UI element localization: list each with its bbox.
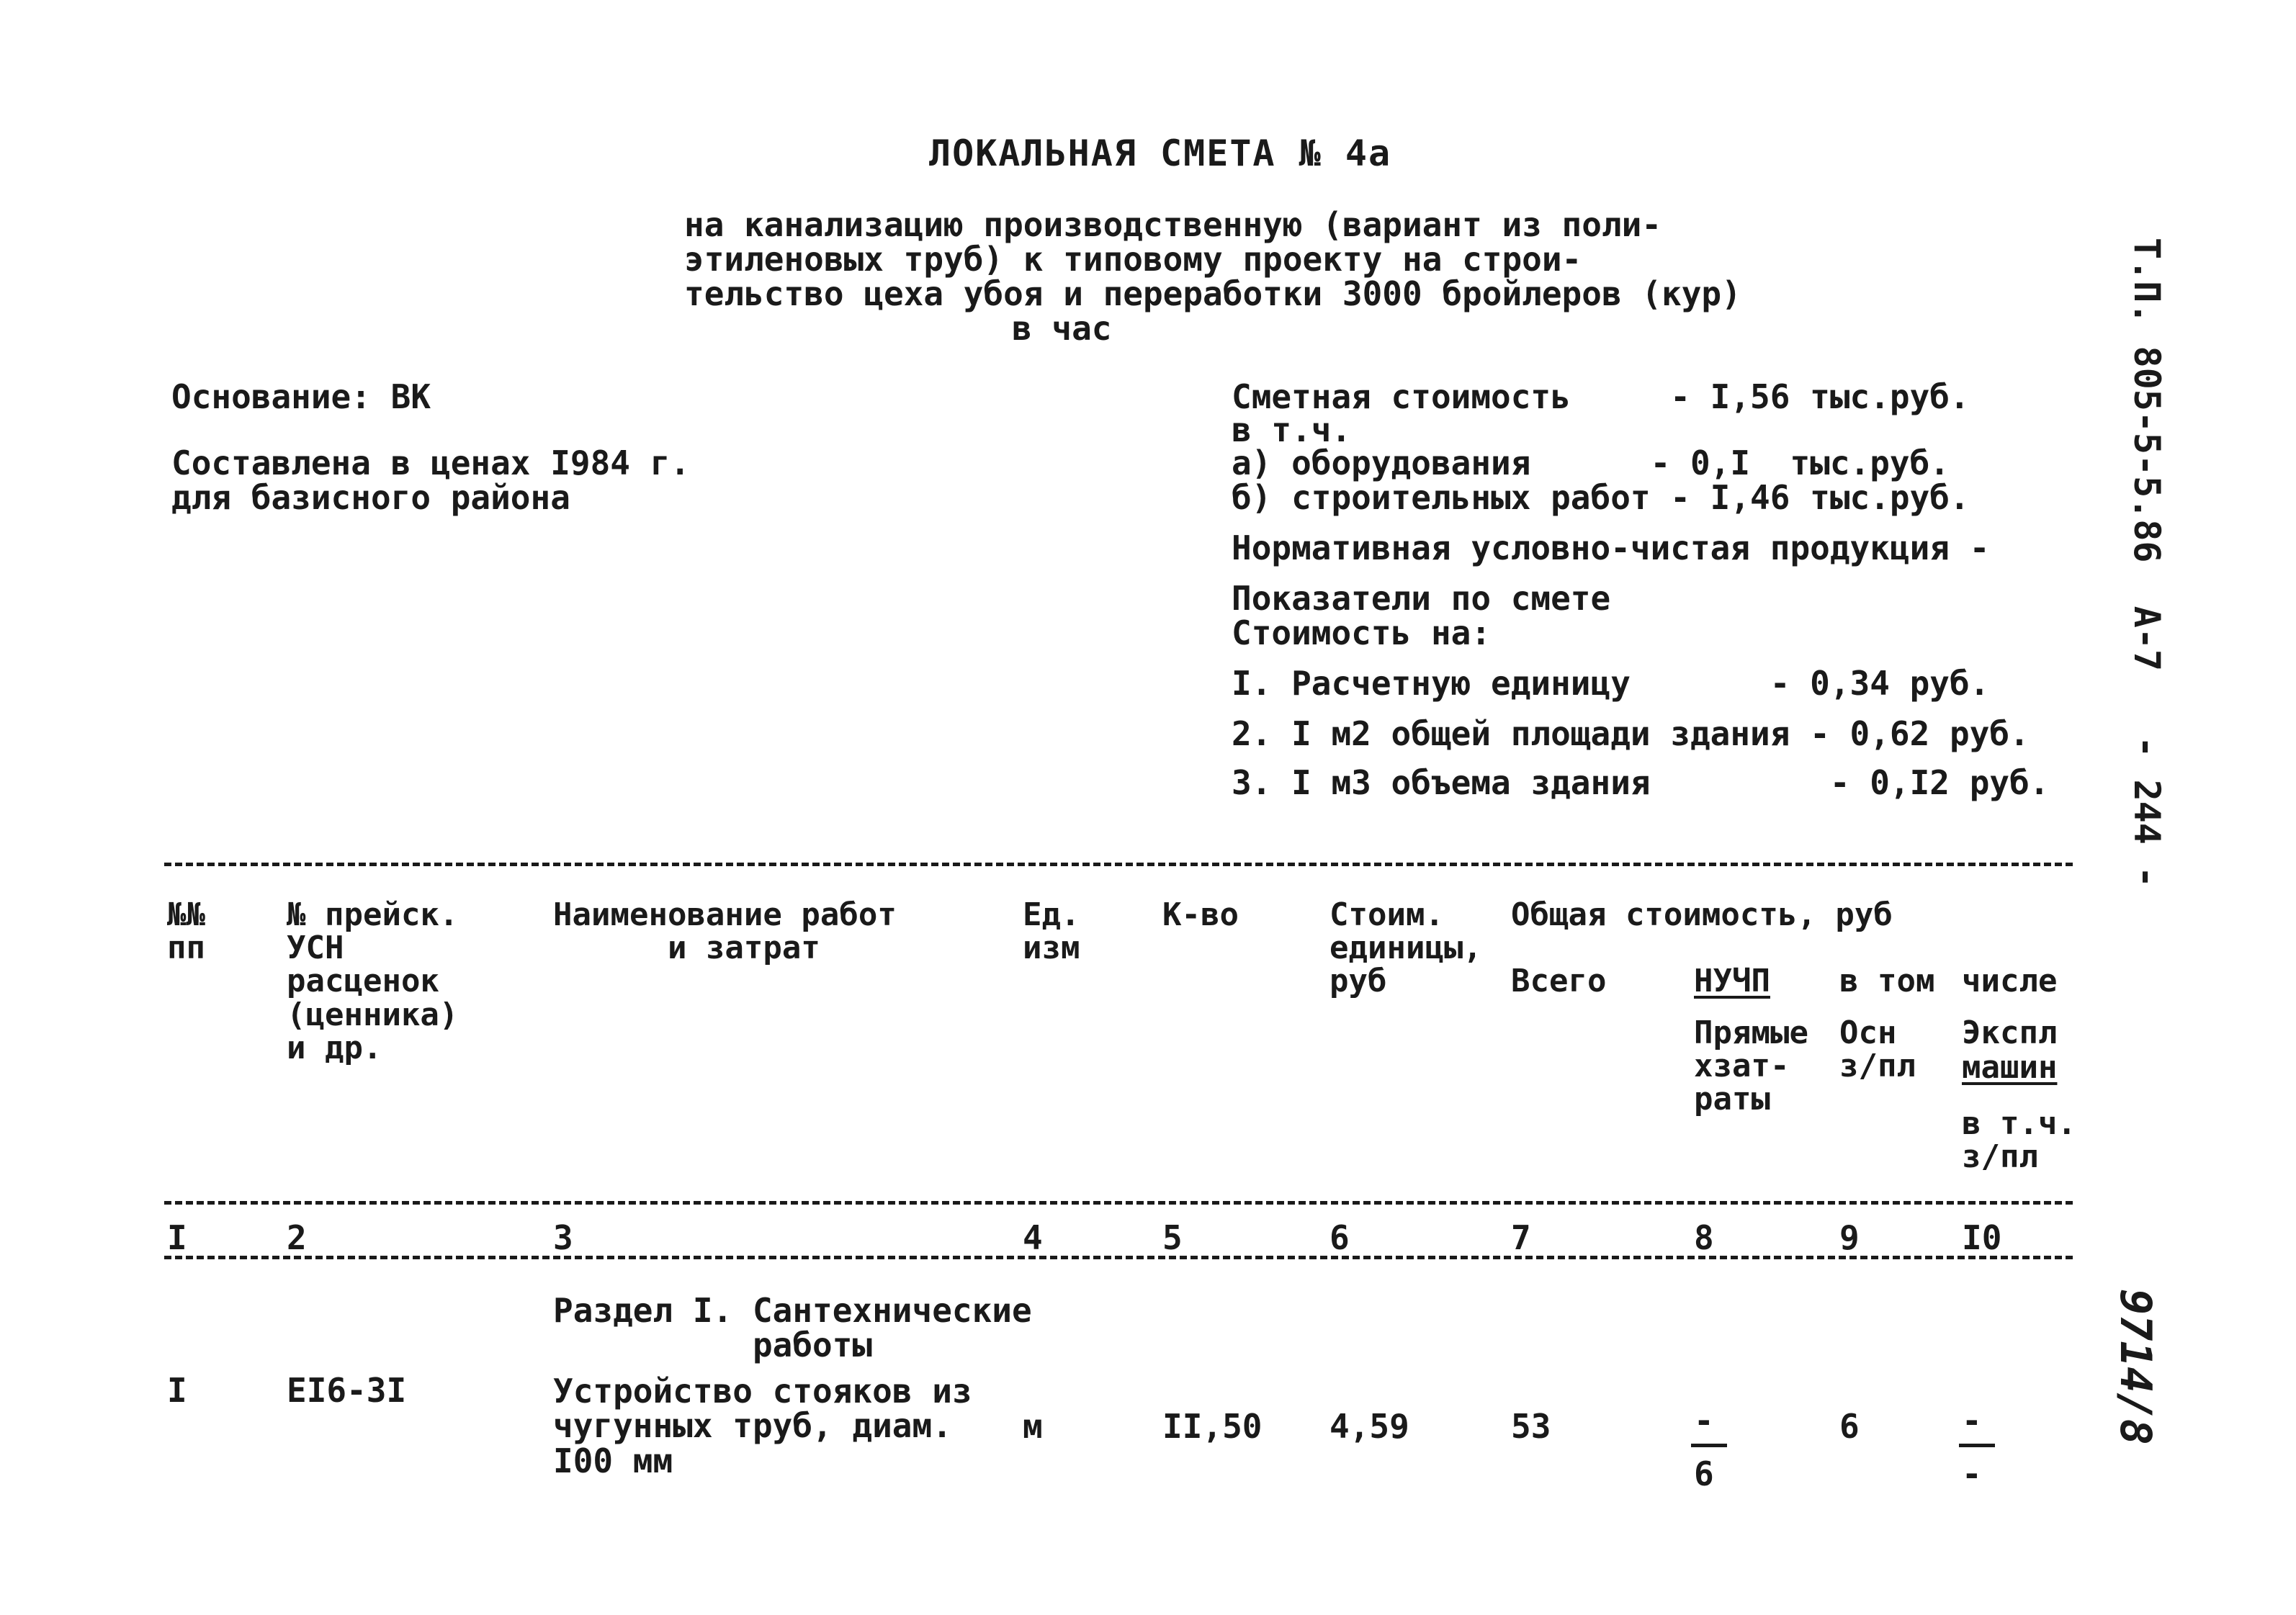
column-numbers-rule bbox=[164, 1256, 2073, 1259]
header-col-1: №№ пп bbox=[167, 896, 205, 967]
col-number-3: 3 bbox=[553, 1218, 573, 1257]
side-document-number: 9714/8 bbox=[2110, 1289, 2161, 1445]
equipment-cost: а) оборудования - 0,I тыс.руб. bbox=[1232, 444, 1950, 482]
indicators-label: Показатели по смете bbox=[1232, 579, 1611, 618]
row-1-number: I bbox=[167, 1371, 187, 1410]
prices-line-1: Составлена в ценах I984 г. bbox=[171, 444, 691, 482]
indicator-unit-1: I. Расчетную единицу - 0,34 руб. bbox=[1232, 664, 1990, 703]
col-number-8: 8 bbox=[1694, 1218, 1714, 1257]
header-col-9: Осн з/пл bbox=[1839, 1015, 1916, 1085]
row-1-unit: м bbox=[1023, 1407, 1043, 1446]
col-number-2: 2 bbox=[287, 1218, 307, 1257]
cost-on-label: Стоимость на: bbox=[1232, 613, 1492, 652]
subtitle-line-4: в час bbox=[1012, 309, 1112, 348]
subtitle-line-3: тельство цеха убоя и переработки 3000 бройлеров (кур) bbox=[684, 274, 1741, 313]
construction-cost: б) строительных работ - I,46 тыс.руб. bbox=[1232, 478, 1970, 517]
header-nuchp: НУЧП bbox=[1694, 963, 1770, 999]
header-col-10-b: машин bbox=[1962, 1049, 2058, 1086]
row-1-ekspl-fraction-line bbox=[1959, 1444, 1995, 1447]
row-1-nuchp-top: - bbox=[1694, 1401, 1714, 1440]
col-number-10: I0 bbox=[1962, 1218, 2002, 1257]
row-1-code: ЕI6-3I bbox=[287, 1371, 407, 1410]
header-col-6: Стоим. единицы, руб bbox=[1329, 896, 1482, 1000]
row-1-total: 53 bbox=[1511, 1407, 1551, 1446]
prices-line-2: для базисного района bbox=[171, 478, 570, 517]
row-1-ekspl-bottom: - bbox=[1962, 1454, 1982, 1493]
col-number-7: 7 bbox=[1511, 1218, 1531, 1257]
header-col-2: № прейск. УСН расценок (ценника) и др. bbox=[287, 896, 459, 1066]
header-bottom-rule bbox=[164, 1201, 2073, 1205]
row-1-osn-salary: 6 bbox=[1839, 1407, 1860, 1446]
header-col-10-a: Экспл bbox=[1962, 1015, 2058, 1051]
col-number-5: 5 bbox=[1162, 1218, 1183, 1257]
header-col-4: Ед. изм bbox=[1023, 896, 1080, 967]
side-document-code: Т.П. 805-5-5.86 А-7 - 244 - bbox=[2126, 238, 2168, 889]
row-1-quantity: II,50 bbox=[1162, 1407, 1263, 1446]
normative-product: Нормативная условно-чистая продукция - bbox=[1232, 528, 1990, 567]
header-in-that: в том bbox=[1839, 963, 1935, 999]
header-col-7: Всего bbox=[1511, 963, 1607, 999]
subtitle-line-2: этиленовых труб) к типовому проекту на строи- bbox=[684, 240, 1582, 279]
col-number-9: 9 bbox=[1839, 1218, 1860, 1257]
header-col-5: К-во bbox=[1162, 896, 1239, 933]
header-col-8: Прямые хзат- раты bbox=[1694, 1015, 1808, 1118]
header-col-3: Наименование работ и затрат bbox=[553, 896, 897, 967]
including-label: в т.ч. bbox=[1232, 410, 1352, 449]
subtitle-line-1: на канализацию производственную (вариант из поли- bbox=[684, 205, 1662, 244]
basis-label: Основание: ВК bbox=[171, 377, 431, 416]
header-col-10-c: в т.ч. з/пл bbox=[1962, 1105, 2076, 1176]
indicator-unit-3: 3. I м3 объема здания - 0,I2 руб. bbox=[1232, 763, 2050, 802]
row-1-ekspl-top: - bbox=[1962, 1401, 1982, 1440]
col-number-4: 4 bbox=[1023, 1218, 1043, 1257]
row-1-name: Устройство стояков из чугунных труб, диам. I00 мм bbox=[553, 1372, 972, 1480]
estimated-cost: Сметная стоимость - I,56 тыс.руб. bbox=[1232, 377, 1970, 416]
row-1-unit-price: 4,59 bbox=[1329, 1407, 1409, 1446]
col-number-1: I bbox=[167, 1218, 187, 1257]
indicator-unit-2: 2. I м2 общей площади здания - 0,62 руб. bbox=[1232, 714, 2030, 753]
col-number-6: 6 bbox=[1329, 1218, 1350, 1257]
row-1-nuchp-fraction-line bbox=[1691, 1444, 1727, 1447]
header-total-cost-group: Общая стоимость, руб bbox=[1511, 896, 1893, 933]
row-1-nuchp-bottom: 6 bbox=[1694, 1454, 1714, 1493]
document-title: ЛОКАЛЬНАЯ СМЕТА № 4а bbox=[929, 132, 1392, 174]
section-heading: Раздел I. Сантехнические работы bbox=[553, 1291, 1032, 1365]
table-top-rule bbox=[164, 863, 2073, 866]
header-number-label: числе bbox=[1962, 963, 2058, 999]
